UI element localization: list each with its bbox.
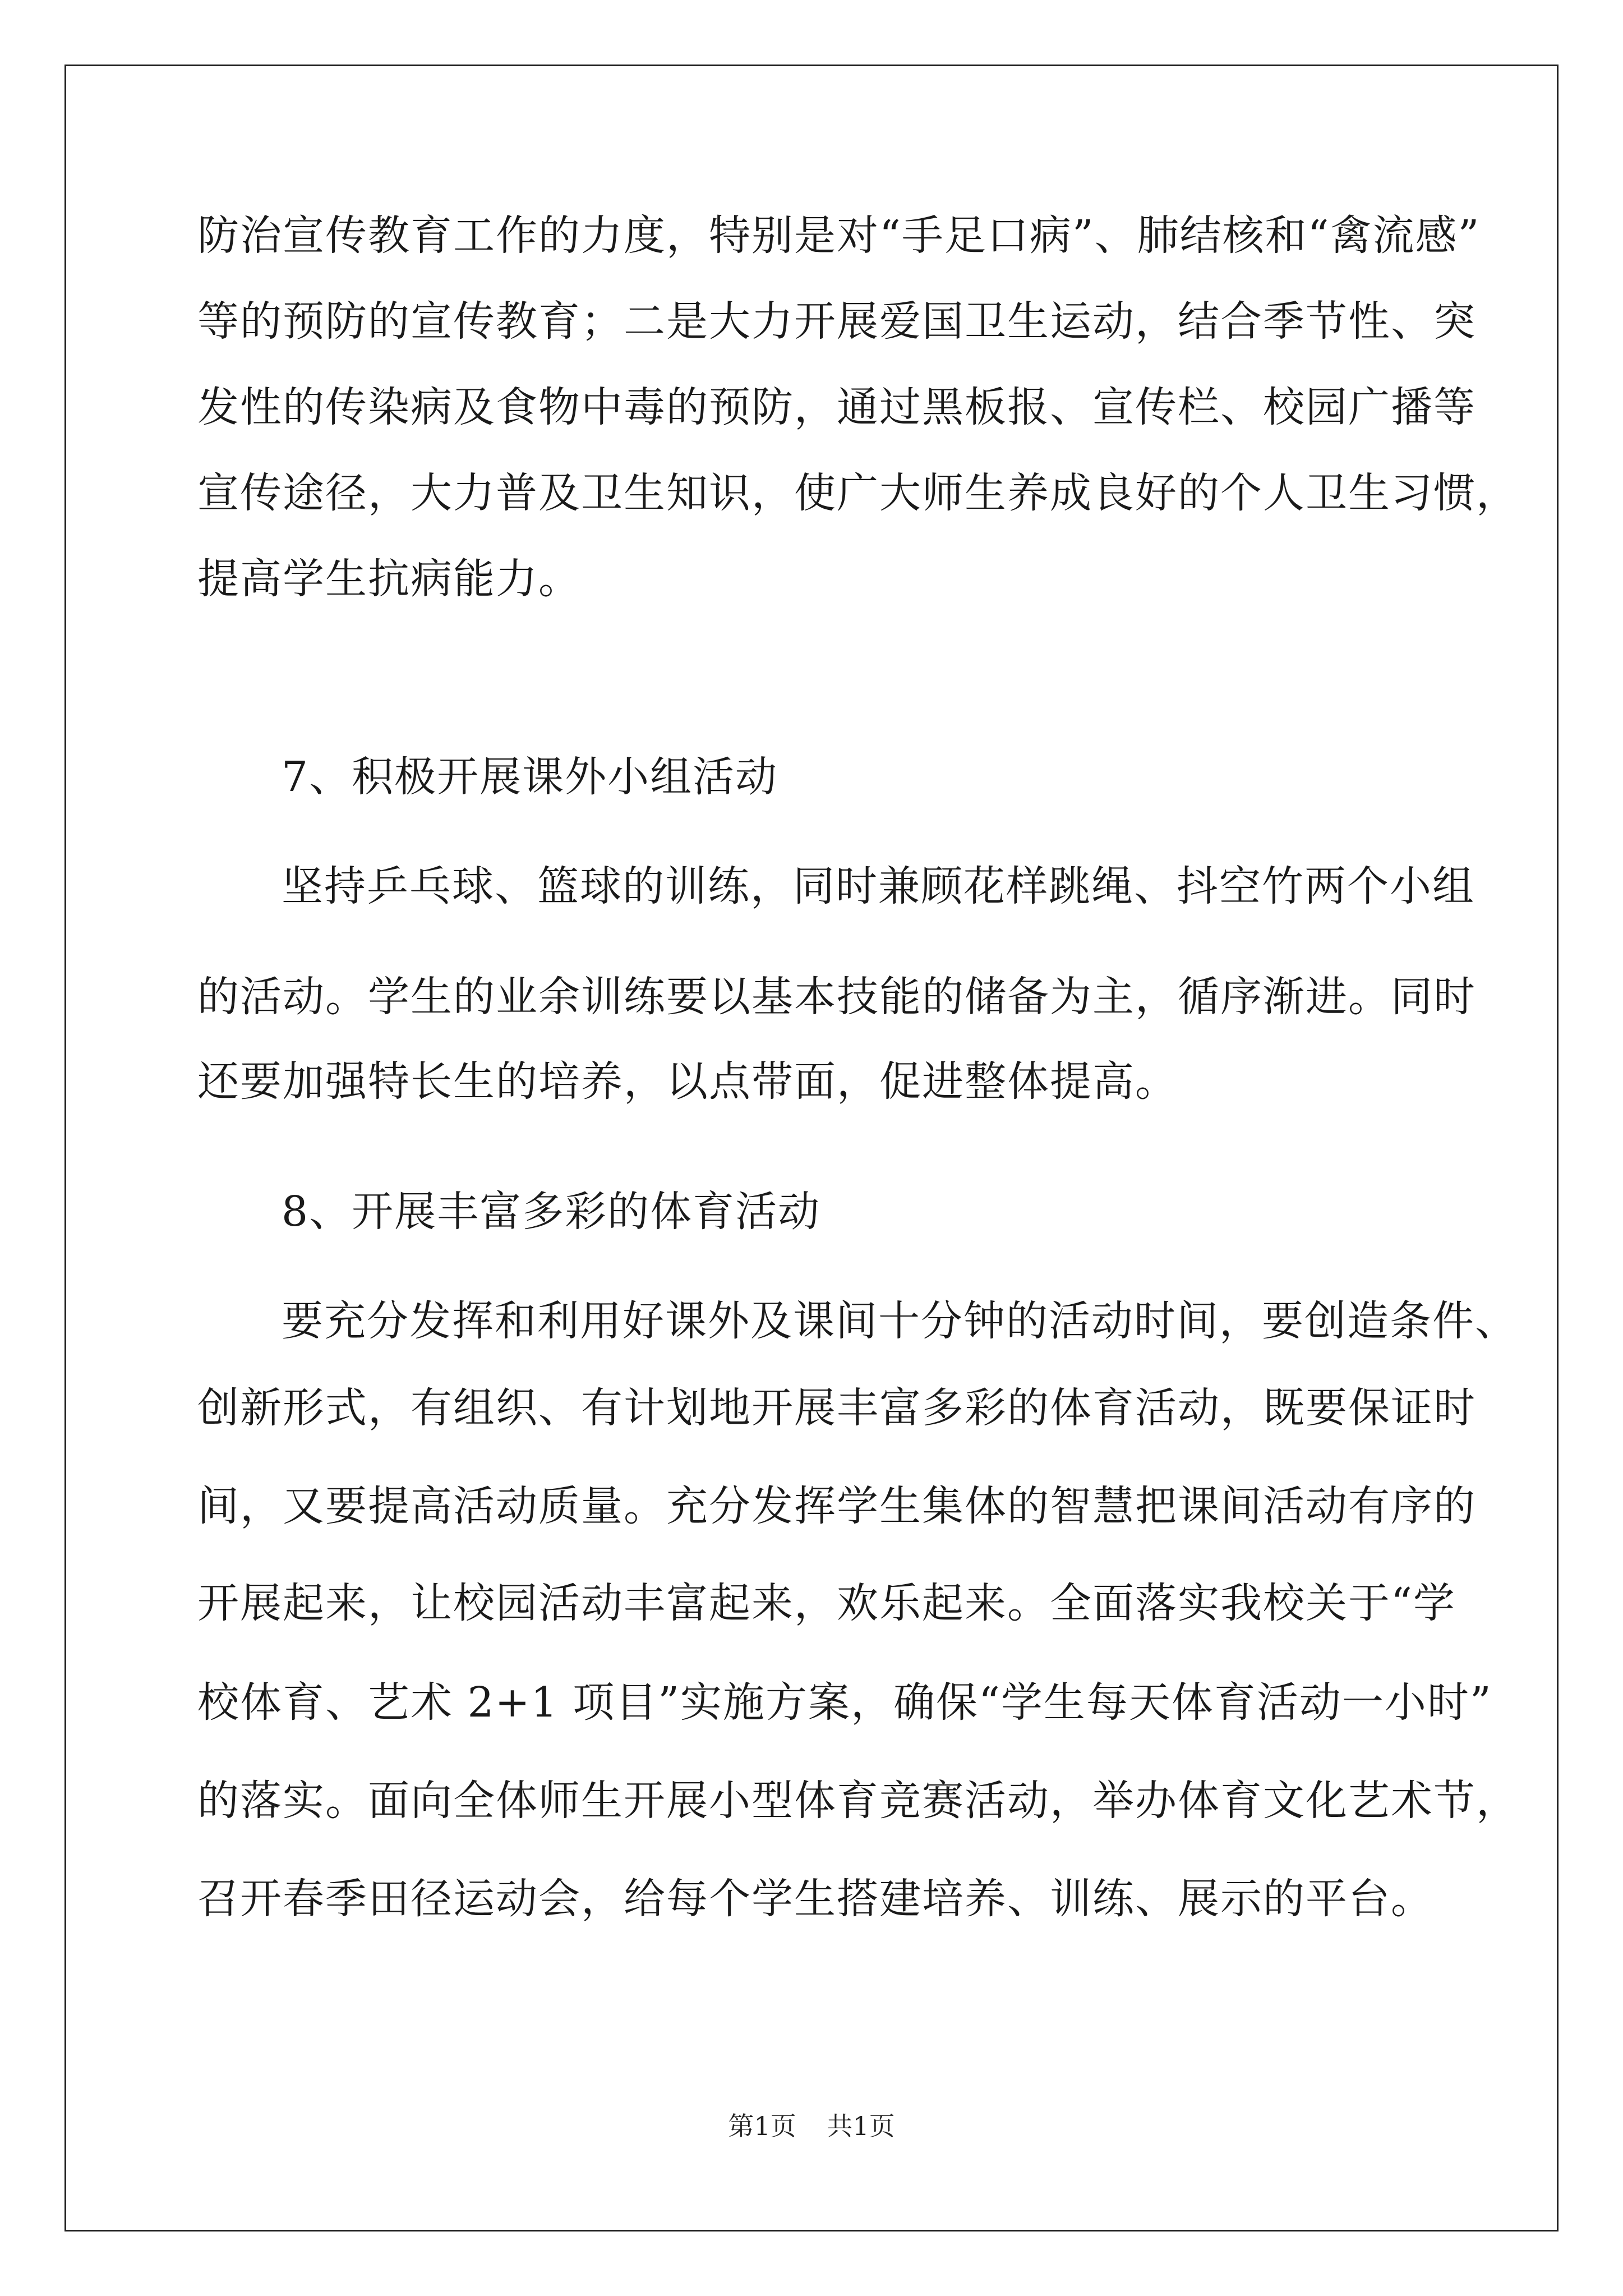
- body-line: 的落实。面向全体师生开展小型体育竞赛活动，举办体育文化艺术节，: [197, 1777, 1519, 1825]
- page-footer: [0, 2109, 1623, 2143]
- page-number: 第1页: [728, 2111, 796, 2141]
- body-line: 开展起来，让校园活动丰富起来，欢乐起来。全面落实我校关于“学: [197, 1579, 1456, 1627]
- body-line: 坚持乒乓球、篮球的训练，同时兼顾花样跳绳、抖空竹两个小组: [282, 862, 1475, 910]
- body-line: 等的预防的宣传教育；二是大力开展爱国卫生运动，结合季节性、突: [197, 297, 1476, 346]
- body-line: 校体育、艺术 2+1 项目”实施方案，确保“学生每天体育活动一小时”: [197, 1678, 1492, 1727]
- body-line: 间，又要提高活动质量。充分发挥学生集体的智慧把课间活动有序的: [197, 1482, 1476, 1530]
- body-line: 防治宣传教育工作的力度，特别是对“手足口病”、肺结核和“禽流感”: [197, 211, 1481, 260]
- body-line: 提高学生抗病能力。: [197, 555, 581, 603]
- body-line: 还要加强特长生的培养，以点带面，促进整体提高。: [197, 1057, 1178, 1106]
- body-line: 的活动。学生的业余训练要以基本技能的储备为主，循序渐进。同时: [197, 973, 1476, 1021]
- body-line: 创新形式，有组织、有计划地开展丰富多彩的体育活动，既要保证时: [197, 1384, 1476, 1432]
- body-line: 宣传途径，大力普及卫生知识，使广大师生养成良好的个人卫生习惯，: [197, 469, 1519, 517]
- section-heading: 8、开展丰富多彩的体育活动: [282, 1188, 821, 1236]
- body-line: 召开春季田径运动会，给每个学生搭建培养、训练、展示的平台。: [197, 1875, 1433, 1923]
- body-line: 发性的传染病及食物中毒的预防，通过黑板报、宣传栏、校园广播等: [197, 383, 1476, 431]
- section-heading: 7、积极开展课外小组活动: [282, 753, 778, 801]
- body-line: 要充分发挥和利用好课外及课间十分钟的活动时间，要创造条件、: [282, 1297, 1518, 1345]
- page-total: 共1页: [827, 2111, 895, 2141]
